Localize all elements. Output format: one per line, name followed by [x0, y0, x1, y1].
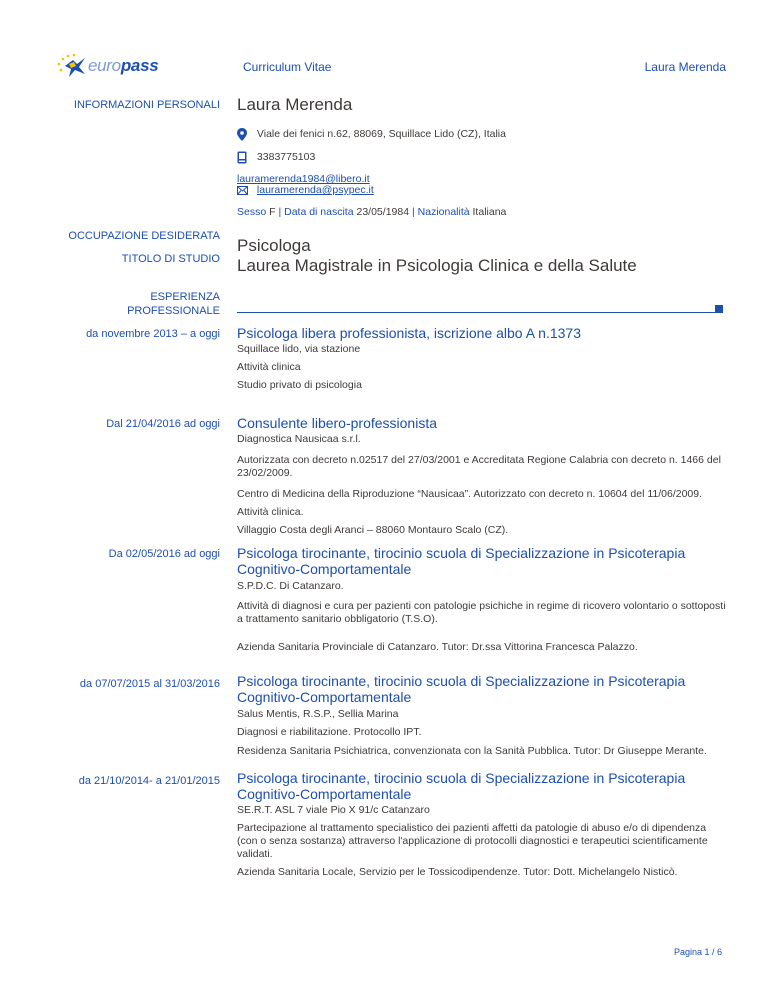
entry-line: Partecipazione al trattamento specialistico dei pazienti affetti da patologie di abuso e/o di dipendenza (con o senza sostanza) attraverso l'applicazione di protocolli diagnostici e terapeutici scientificamente validati. — [237, 822, 708, 860]
entry-line: Azienda Sanitaria Provinciale di Catanzaro. Tutor: Dr.ssa Vittorina Francesca Palazzo. — [237, 641, 638, 653]
entry-line: Villaggio Costa degli Aranci – 88060 Montauro Scalo (CZ). — [237, 524, 509, 536]
entry-title-line2: Cognitivo-Comportamentale — [237, 689, 412, 705]
phone-row — [237, 151, 315, 164]
entry-title: Consulente libero-professionista — [237, 415, 437, 431]
envelope-icon — [237, 186, 248, 195]
entry-title-line2: Cognitivo-Comportamentale — [237, 786, 412, 802]
entry-line: Autorizzata con decreto n.02517 del 27/03/2001 e Accreditata Regione Calabria con decreto n. 1466 del 23/02/2009. — [237, 454, 721, 479]
entry-line: Studio privato di psicologia — [237, 379, 362, 391]
dob-value: 23/05/1984 — [356, 206, 410, 218]
section-divider-square — [715, 305, 723, 313]
entry-title-line2: Cognitivo-Comportamentale — [237, 561, 412, 577]
entry-line: Diagnostica Nausicaa s.r.l. — [237, 433, 361, 445]
entry-title — [237, 770, 727, 802]
entry-line: Attività di diagnosi e cura per pazienti con patologie psichiche in regime di ricovero volontario o sottoposti a trattamento sanitario obbligatorio (T.S.O). — [237, 600, 726, 625]
entry-title-line1: Psicologa tirocinante, tirocinio scuola di Specializzazione in Psicoterapia — [237, 673, 686, 689]
entry-line: Salus Mentis, R.S.P., Sellia Marina — [237, 708, 399, 720]
entry-line: Attività clinica — [237, 361, 301, 373]
entry-line: Residenza Sanitaria Psichiatrica, convenzionata con la Sanità Pubblica. Tutor: Dr Giuseppe Merante. — [237, 745, 707, 757]
email2-link[interactable]: lauramerenda@psypec.it — [256, 184, 374, 196]
page-number: Pagina 1 / 6 — [673, 947, 722, 957]
experience-label-line1: ESPERIENZA — [150, 291, 220, 303]
location-pin-icon — [237, 128, 247, 141]
entry-line: Attività clinica. — [237, 506, 304, 518]
email1-link[interactable]: lauramerenda1984@libero.it — [237, 173, 370, 185]
entry-line: Azienda Sanitaria Locale, Servizio per le Tossicodipendenze. Tutor: Dott. Michelangelo Nisticò. — [237, 866, 678, 878]
entry-date: da 07/07/2015 al 31/03/2016 — [79, 678, 220, 690]
entry-line: Squillace lido, via stazione — [237, 343, 361, 355]
entry-title — [237, 673, 727, 705]
entry-line: Diagnosi e riabilitazione. Protocollo IPT. — [237, 726, 422, 738]
personal-details-row — [237, 206, 506, 219]
experience-label — [127, 290, 220, 318]
entry-date: Da 02/05/2016 ad oggi — [108, 548, 220, 560]
nationality-label: Nazionalità — [417, 206, 470, 218]
logo-text-euro: euro — [88, 56, 121, 75]
europass-star-figure-icon — [55, 50, 89, 80]
entry-line: SE.R.T. ASL 7 viale Pio X 91/c Catanzaro — [237, 804, 430, 816]
entry-title: Psicologa libera professionista, iscrizione albo A n.1373 — [237, 325, 581, 341]
separator: | — [411, 206, 415, 218]
sex-label: Sesso — [237, 206, 267, 218]
nationality-value: Italiana — [472, 206, 507, 218]
degree-value: Laurea Magistrale in Psicologia Clinica e della Salute — [237, 256, 637, 275]
doc-title: Curriculum Vitae — [243, 60, 332, 74]
section-divider-line — [237, 312, 717, 313]
logo-text-pass: pass — [120, 56, 159, 75]
entry-title-line1: Psicologa tirocinante, tirocinio scuola di Specializzazione in Psicoterapia — [237, 545, 686, 561]
address-row — [237, 128, 506, 141]
entry-date: da novembre 2013 – a oggi — [86, 328, 220, 340]
personal-info-label: INFORMAZIONI PERSONALI — [73, 99, 220, 111]
personal-name: Laura Merenda — [237, 95, 353, 114]
address-text: Viale dei fenici n.62, 88069, Squillace Lido (CZ), Italia — [256, 128, 506, 141]
entry-line: S.P.D.C. Di Catanzaro. — [237, 580, 344, 592]
mobile-phone-icon — [237, 151, 247, 164]
europass-logo — [55, 50, 165, 80]
entry-date: da 21/10/2014- a 21/01/2015 — [78, 775, 220, 787]
dob-label: Data di nascita — [284, 206, 354, 218]
entry-line: Centro di Medicina della Riproduzione “Nausicaa”. Autorizzato con decreto n. 10604 del 11/06/2009. — [237, 488, 703, 500]
entry-title-line1: Psicologa tirocinante, tirocinio scuola di Specializzazione in Psicoterapia — [237, 770, 686, 786]
sex-value: F — [269, 206, 276, 218]
entry-title — [237, 545, 727, 577]
experience-label-line2: PROFESSIONALE — [127, 305, 220, 317]
email2-row[interactable] — [237, 184, 374, 197]
occupation-label: OCCUPAZIONE DESIDERATA — [68, 230, 220, 242]
separator: | — [278, 206, 282, 218]
phone-text: 3383775103 — [256, 151, 316, 164]
degree-label: TITOLO DI STUDIO — [121, 253, 220, 265]
entry-date: Dal 21/04/2016 ad oggi — [106, 418, 220, 430]
header-name: Laura Merenda — [644, 60, 726, 74]
occupation-value: Psicologa — [237, 236, 311, 255]
